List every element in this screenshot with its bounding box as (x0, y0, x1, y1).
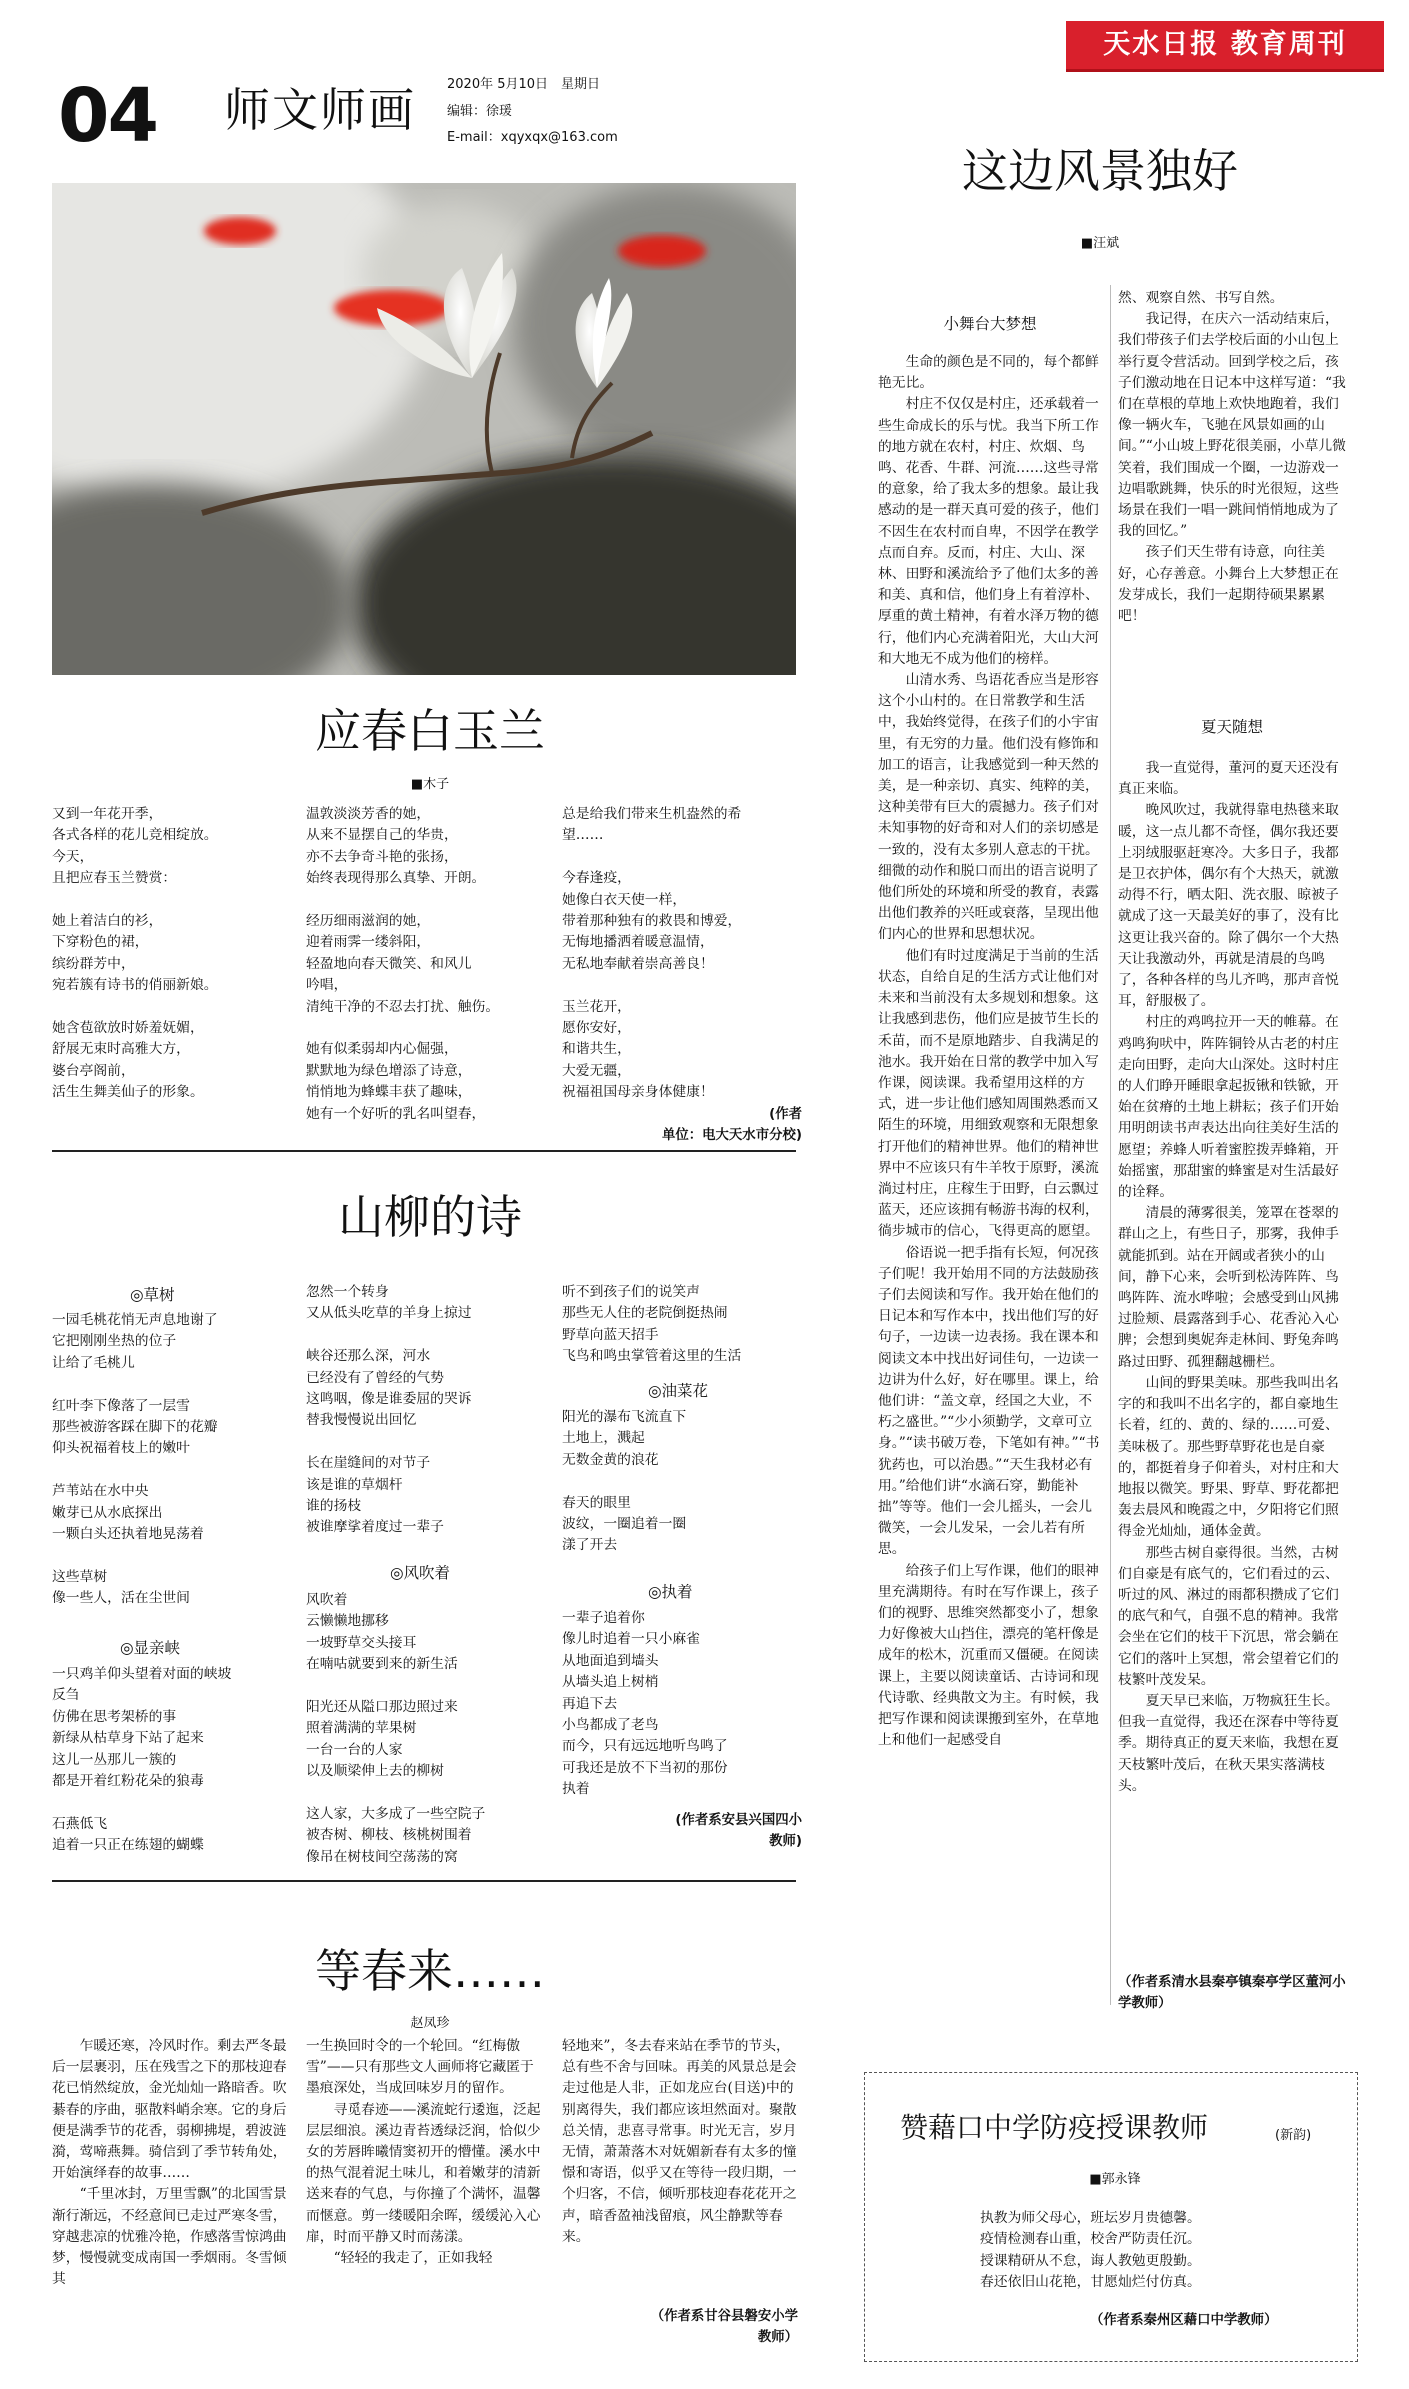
article3-title: 山柳的诗 (338, 1190, 522, 1244)
article5-byline: ■郭永锋 (1089, 2172, 1141, 2187)
article4-byline: 赵凤珍 (410, 2016, 450, 2031)
editor: 编辑：徐瑗 (447, 104, 513, 119)
article5-title-note: (新韵) (1275, 2128, 1312, 2143)
email: E-mail：xqyxqx@163.com (447, 130, 618, 145)
brand-underline (1066, 69, 1384, 72)
article3-column-3c: 一辈子追着你 像儿时追着一只小麻雀 从地面追到墙头 从墙头追上树梢 再追下去 小鸟都成了老鸟 而今，只有远远地听鸟鸣了 可我还是放不下当初的那份 执着 (562, 1610, 728, 1798)
article1-subhead-1: 小舞台大梦想 (943, 315, 1037, 333)
article3-column-1b: 一只鸡羊仰头望着对面的峡坡 反刍 仿佛在思考架桥的事 新绿从枯草身下站了起来 这儿一丛那儿一簇的 都是开着红粉花朵的狼毒 石燕低飞 追着一只正在练翅的蝴蝶 (52, 1666, 232, 1854)
article4-author: （作者系甘谷县磐安小学 教师） (650, 2309, 798, 2345)
article1-column-2: 然、观察自然、书写自然。 我记得，在庆六一活动结束后，我们带孩子们去学校后面的小山包上举行夏令营活动。回到学校之后，孩子们激动地在日记本中这样写道：“我们在草根的草地上欢快地跑着，我们像一辆火车，飞驰在风景如画的山间。”“小山坡上野花很美丽，小草儿微笑着，我们围成一个圈，一边游戏一边唱歌跳舞，快乐的时光很短，这些场景在我们一唱一跳间悄悄地成为了我的回忆。” 孩子们天生带有诗意，向往美好，心存善意。小舞台上大梦想正在发芽成长，我们一起期待硕果累累吧！ (1118, 290, 1346, 625)
article1-column-2b: 我一直觉得，董河的夏天还没有真正来临。 晚风吹过，我就得靠电热毯来取暖，这一点儿都不奇怪，偶尔我还要上羽绒服驱赶寒冷。大多日子，我都是卫衣护体，偶尔有个大热天，就激动得不行，晒太阳、洗衣服、晾被子就成了这一天最美好的事了，没有比这更让我兴奋的。除了偶尔一个大热天让我激动外，再就是清晨的鸟鸣了，各种各样的鸟儿齐鸣，那声音悦耳，舒服极了。 村庄的鸡鸣拉开一天的帷幕。在鸡鸣狗吠中，阵阵铜铃从古老的村庄走向田野，走向大山深处。这时村庄的人们睁开睡眼拿起扳锹和铁锨，开始在贫瘠的土地上耕耘；孩子们开始用明朗读书声表达出向往美好生活的愿望；养蜂人听着蜜腔拨弄蜂箱，开始摇蜜，那甜蜜的蜂蜜是对生活最好的诠释。 清晨的薄雾很美，笼罩在苍翠的群山之上，有些日子，那雾，我伸手就能抓到。站在开阔或者狭小的山间，静下心来，会听到松涛阵阵、鸟鸣阵阵、流水哗啦；会感受到山风拂过脸颊、晨露落到手心、花香沁入心脾；会想到奥妮奔走林间、野兔奔鸣路过田野、孤狸翻越栅栏。 山间的野果美味。那些我叫出名字的和我叫不出名字的，都自豪地生长着，红的、黄的、绿的……可爱、美味极了。那些野草野花也是自豪的，都挺着身子仰着头，对村庄和大地报以微笑。野果、野草、野花都把轰去晨风和晚霞之中，夕阳将它们照得金光灿灿，通体金黄。 那些古树自豪得很。当然，古树们自豪是有底气的，它们看过的云、听过的风、淋过的雨都积攒成了它们的底气和气，自强不息的精神。我常会坐在它们的枝干下沉思，常会躺在它们的落叶上冥想，常会望着它们的枝繁叶茂发呆。 夏天早已来临，万物疯狂生长。但我一直觉得，我还在深春中等待夏季。期待真正的夏天来临，我想在夏天枝繁叶茂后，在秋天果实落满枝头。 (1118, 760, 1339, 1794)
poem-heading-fengchuizhe: ◎风吹着 (390, 1564, 451, 1582)
article2-byline: ■木子 (410, 777, 450, 792)
article2-column-3: 总是给我们带来生机盎然的希 望…… 今春逢疫， 她像白衣天使一样， 带着那种独有的救畏和博爱， 无悔地播洒着暖意温情， 无私地奉献着崇高善良！ 玉兰花开， 愿你安好， 和谐共生， 大爱无疆， 祝福祖国母亲身体健康！ (562, 806, 742, 1101)
article3-column-2a: 忽然一个转身 又从低头吃草的羊身上掠过 峡谷还那么深，河水 已经没有了曾经的气势 这鸣咽，像是谁委屈的哭诉 替我慢慢说出回忆 长在崖缝间的对节子 该是谁的草烟杆 谁的扬枝 被谁摩挲着度过一辈子 (306, 1284, 472, 1536)
article3-column-3a: 听不到孩子们的说笑声 那些无人住的老院倒挺热闹 野草向蓝天招手 飞鸟和鸣虫掌管着这里的生活 (562, 1284, 742, 1365)
article4-title: 等春来…… (315, 1944, 545, 1998)
divider-1 (52, 1150, 796, 1152)
article5-poem: 执教为师父母心，班坛岁月贵德馨。 疫情检测春山重，校舍严防责任沉。 授课精研从不怠，诲人教勉更殷勤。 春还依旧山花艳，甘愿灿烂付仿真。 (980, 2210, 1201, 2291)
article1-title: 这边风景独好 (962, 144, 1238, 198)
article4-column-1: 乍暖还寒，冷风时作。剩去严冬最后一层裹羽，压在残雪之下的那枝迎春花已悄然绽放，金光灿灿一路暗香。吹綦春的序曲，驱散料峭余寒。它的身后便是满季节的花香，弱柳拂堤，碧波涟漪，莺啼燕舞。骑信到了季节转角处，开始演绎春的故事…… “千里冰封，万里雪飘”的北国雪景渐行渐远，不经意间已走过严寒冬雪，穿越悲凉的忧雅冷艳，作感落雪惊鸿曲梦，慢慢就变成南国一季烟雨。冬雪倾其 (52, 2038, 287, 2288)
article2-column-2: 温敦淡淡芳香的她， 从来不显摆自己的华贵， 亦不去争奇斗艳的张扬， 始终表现得那么真挚、开朗。 经历细雨滋润的她， 迎着雨霁一缕斜阳， 轻盈地向春天微笑、和风儿 吟唱， 清纯干净的不忍去打扰、触伤。 她有似柔弱却内心倔强， 默默地为绿色增添了诗意， 悄悄地为蜂蝶丰获了趣味， 她有一个好听的乳名叫望春， (306, 806, 500, 1122)
article5-author: （作者系秦州区藉口中学教师） (1090, 2313, 1278, 2328)
article3-author: (作者系安县兴国四小 教师) (675, 1813, 802, 1849)
article1-subhead-2: 夏天随想 (1200, 718, 1263, 736)
article5-title: 赞藉口中学防疫授课教师 (900, 2111, 1209, 2144)
issue-date: 2020年 5月10日 星期日 (447, 77, 601, 92)
article4-column-2: 一生换回时令的一个轮回。“红梅傲雪”——只有那些文人画师将它藏匿于墨痕深处，当成回味岁月的留作。 寻觅春迹——溪流蛇行逶迤，泛起层层细浪。溪边青苔透绿泛润，恰似少女的芳唇眸曦情窦初开的懵懂。溪水中的热气混着泥土味儿，和着嫩芽的清新送来春的气息，与你撞了个满怀，温馨而惬意。剪一缕暖阳余晖，缓缓沁入心扉，时而平静又时而荡漾。 “轻轻的我走了，正如我轻 (306, 2038, 541, 2267)
article1-author: （作者系清水县秦亭镇秦亭学区董河小学教师） (1118, 1975, 1346, 2011)
poem-heading-zhizhuo: ◎执着 (648, 1583, 693, 1601)
article1-column-1: 生命的颜色是不同的，每个都鲜艳无比。 村庄不仅仅是村庄，还承载着一些生命成长的乐与忧。我当下所工作的地方就在农村，村庄、炊烟、鸟鸣、花香、牛群、河流……这些寻常的意象，给了我太多的想象。最让我感动的是一群天真可爱的孩子，他们不因生在农村而自卑，不因学在教学点而自弃。反而，村庄、大山、深林、田野和溪流给予了他们太多的善和美、真和信，他们身上有着淳朴、厚重的黄土精神，有着水泽万物的德行，他们内心充满着阳光，大山大河和大地无不成为他们的榜样。 山清水秀、鸟语花香应当是形容这个小山村的。在日常教学和生活中，我始终觉得，在孩子们的小宇宙里，有无穷的力量。他们没有修饰和加工的语言，让我感觉到一种天然的美，是一种亲切、真实、纯粹的美，这种美带有巨大的震撼力。孩子们对未知事物的好奇和对人们的亲切感是一致的，没有太多别人意志的干扰。细微的动作和脱口而出的语言说明了他们所处的环境和所受的教育，表露出他们教养的兴旺或衰落，呈现出他们内心的世界和思想状况。 他们有时过度满足于当前的生活状态，自给自足的生活方式让他们对未来和当前没有太多规划和想象。这让我感到悲伤，他们应是披节生长的禾苗，而不是原地踏步、自我满足的池水。我开始在日常的教学中加入写作课，阅读课。我希望用这样的方式，进一步让他们感知周围熟悉而又陌生的环境，用细致观察和无限想象打开他们的精神世界。他们的精神世界中不应该只有牛羊牧于原野，溪流淌过村庄，庄稼生于田野，白云飘过蓝天，还应该拥有畅游书海的权利，徜步城市的信心，飞得更高的愿望。 俗语说一把手指有长短，何况孩子们呢！我开始用不同的方法鼓励孩子们去阅读和写作。我开始在他们的日记本和写作本中，找出他们写的好句子，一边读一边表扬。我在课本和阅读文本中找出好词佳句，一边读一边讲为什么好，好在哪里。课上，给他们讲：“盖文章，经国之大业，不朽之盛世。”“少小须勤学，文章可立身。”“读书破万卷，下笔如有神。”“书犹药也，可以治愚。”“天生我材必有用。”给他们讲“水滴石穿，勤能补拙”等等。他们一会儿摇头，一会儿微笑，一会儿发呆，一会儿若有所思。 给孩子们上写作课，他们的眼神里充满期待。有时在写作课上，孩子们的视野、思维突然都变小了，想象力好像被大山挡住，漂亮的笔杆像是成年的松木，沉重而又僵硬。在阅读课上，主要以阅读童话、古诗词和现代诗歌、经典散文为主。有时候，我把写作课和阅读课搬到室外，在草地上和他们一起感受自 (878, 354, 1100, 1749)
divider-2 (52, 1880, 796, 1882)
article4-column-3: 轻地来”，冬去春来站在季节的节头，总有些不舍与回味。再美的风景总是会走过他是人非，正如龙应台(目送)中的别离得失，我们都应该坦然面对。聚散总关情，悲喜寻常事。时光无言，岁月无情，萧萧落木对妩媚新春有太多的憧憬和寄语，似乎又在等待一段归期，一个归客，不信，倾听那枝迎春花花开之声，暗香盈袖浅留痕，风尘静默等春来。 (562, 2038, 797, 2245)
poem-heading-xianqinxia: ◎显亲峡 (120, 1639, 181, 1657)
article3-column-3b: 阳光的瀑布飞流直下 土地上，溅起 无数金黄的浪花 春天的眼里 波纹，一圈追着一圈 漾了开去 (562, 1409, 687, 1554)
article1-column-divider (1110, 285, 1111, 2005)
article3-column-2b: 风吹着 云懒懒地挪移 一坡野草交头接耳 在喃咕就要到来的新生活 阳光还从隘口那边照过来 照着满满的苹果树 一台一台的人家 以及顺梁伸上去的柳树 这人家，大多成了一些空院子 被杏树、柳枝、核桃树围着 像吊在树枝间空荡荡的窝 (306, 1592, 486, 1865)
magnolia-photo (52, 183, 796, 675)
article1-byline: ■汪斌 (1080, 236, 1120, 251)
poem-heading-caoshu: ◎草树 (130, 1286, 175, 1304)
page-number: 04 (58, 73, 157, 159)
article3-column-1a: 一园毛桃花悄无声息地谢了 它把刚刚坐热的位子 让给了毛桃儿 红叶李下像落了一层雪 那些被游客踩在脚下的花瓣 仰头祝福着枝上的嫩叶 芦苇站在水中央 嫩芽已从水底探出 一颗白头还执着地晃荡着 这些草树 像一些人，活在尘世间 (52, 1312, 218, 1607)
section-name: 师文师画 (224, 83, 416, 137)
article2-title: 应春白玉兰 (315, 704, 545, 758)
masthead-brand: 天水日报 教育周刊 (1066, 21, 1384, 69)
article2-author: (作者 单位：电大天水市分校) (661, 1107, 802, 1143)
article2-column-1: 又到一年花开季， 各式各样的花儿竞相绽放。 今天， 且把应春玉兰赞赏： 她上着洁白的衫， 下穿粉色的裙， 缤纷群芳中， 宛若簇有诗书的俏丽新娘。 她含苞欲放时娇羞妩媚， 舒展无束时高雅大方， 婆台亭阁前， 活生生舞美仙子的形象。 (52, 806, 218, 1101)
poem-heading-youcaihua: ◎油菜花 (648, 1382, 709, 1400)
